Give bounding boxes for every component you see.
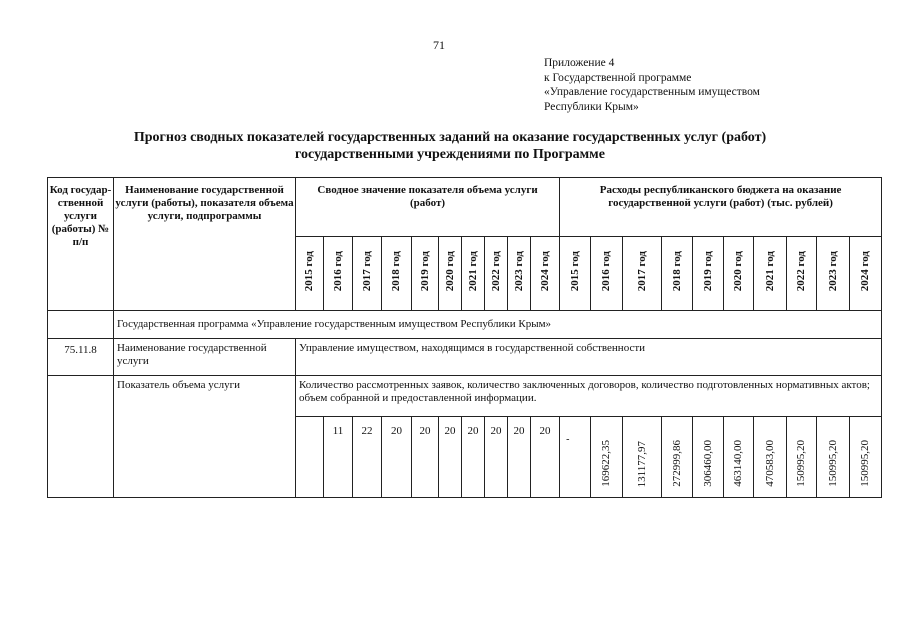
expense-value: 169622,35 [600,440,613,487]
expense-value-cell [591,417,623,498]
volume-value: 11 [324,417,353,498]
year-header [560,237,591,311]
year-label: 2015 год [303,251,315,292]
volume-value: 20 [439,417,462,498]
indicator-label: Показатель объема услуги [114,376,296,498]
program-name: Государственная программа «Управление государственным имуществом Республики Крым» [114,311,882,339]
expense-value: 150995,20 [859,440,872,487]
volume-value: 20 [531,417,560,498]
year-label: 2020 год [732,251,745,292]
header-code: Код государ-ственной услуги (работы) № п/п [48,178,114,311]
indicator-code-cell [48,376,114,498]
year-header [382,237,412,311]
volume-value: 20 [412,417,439,498]
annex-line: «Управление государственным имуществом [544,86,760,98]
year-header [439,237,462,311]
document-title [60,129,840,163]
year-label: 2020 год [443,251,456,292]
header-expense: Расходы республиканского бюджета на оказание государственной услуги (работ) (тыс. рублей) [560,178,882,237]
title-line: Прогноз сводных показателей государственных заданий на оказание государственных услуг (работ) [133,130,767,145]
year-label: 2023 год [826,251,839,292]
year-label: 2024 год [859,251,872,292]
year-label: 2019 год [701,251,714,292]
indicator-description: Количество рассмотренных заявок, количество заключенных договоров, количество подготовленных нормативных актов; объем собранной и предоставленной информации. [296,376,882,417]
year-header [850,237,882,311]
service-label: Наименование государственной услуги [114,339,296,376]
annex-line: Приложение 4 [544,57,615,69]
expense-value: 150995,20 [826,440,839,487]
volume-value: 20 [508,417,531,498]
expense-value: 470583,00 [763,440,776,487]
year-header [462,237,485,311]
volume-value: 20 [485,417,508,498]
volume-value: 20 [462,417,485,498]
year-label: 2016 год [331,251,344,292]
year-label: 2021 год [763,251,776,292]
year-label: 2017 год [360,251,373,292]
expense-value-cell [850,417,882,498]
year-header [412,237,439,311]
forecast-table [47,177,882,498]
expense-value-cell [787,417,817,498]
year-header [485,237,508,311]
header-volume: Сводное значение показателя объема услуги (работ) [296,178,560,237]
year-header [591,237,623,311]
header-name: Наименование государственной услуги (работы), показателя объема услуги, подпрограммы [114,178,296,311]
year-label: 2016 год [600,251,613,292]
volume-value: 20 [382,417,412,498]
year-label: 2024 год [538,251,551,292]
year-header [296,237,324,311]
year-label: 2015 год [568,251,581,292]
year-label: 2019 год [418,251,431,292]
program-row [48,311,882,339]
year-header [353,237,382,311]
year-label: 2018 год [390,251,402,292]
year-header [531,237,560,311]
year-header [787,237,817,311]
year-header [817,237,850,311]
service-name: Управление имуществом, находящимся в государственной собственности [296,339,882,376]
expense-value-cell [693,417,724,498]
service-code: 75.11.8 [48,339,114,376]
year-header [324,237,353,311]
year-label: 2023 год [512,251,525,292]
expense-value-cell [623,417,662,498]
year-label: 2017 год [635,251,648,292]
year-label: 2022 год [489,251,502,292]
program-code-cell [48,311,114,339]
expense-value-cell [817,417,850,498]
year-header [693,237,724,311]
year-label: 2018 год [670,251,683,292]
expense-value: 463140,00 [732,440,745,487]
volume-value: 22 [353,417,382,498]
indicator-row [48,376,882,417]
service-row [48,339,882,376]
expense-value: 131177,97 [635,440,648,487]
annex-note [544,56,760,114]
expense-value: 272999,86 [670,440,683,487]
year-header [724,237,754,311]
year-label: 2022 год [795,251,808,292]
year-header [754,237,787,311]
year-header [662,237,693,311]
page-number: 71 [433,38,445,52]
volume-value [296,417,324,498]
annex-line: к Государственной программе [544,71,692,84]
title-line: государственными учреждениями по Программе [295,147,605,162]
year-header [623,237,662,311]
expense-value-cell [754,417,787,498]
annex-line: Республики Крым» [544,100,639,113]
expense-value: 150995,20 [795,440,808,487]
expense-value: - [560,417,591,498]
year-label: 2021 год [466,251,479,292]
expense-value-cell [724,417,754,498]
expense-value: 306460,00 [701,440,714,487]
expense-value-cell [662,417,693,498]
year-header [508,237,531,311]
